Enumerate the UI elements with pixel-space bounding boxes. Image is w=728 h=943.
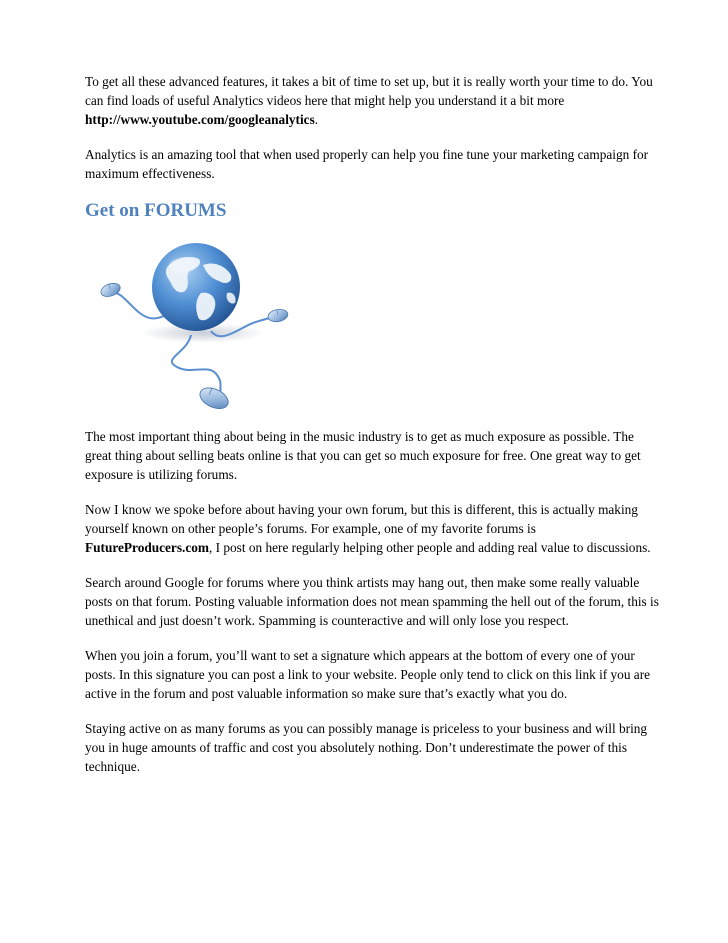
heading-get-on-forums: Get on FORUMS [85, 200, 227, 221]
globe-network-image [91, 235, 305, 415]
paragraph-analytics-setup [85, 72, 660, 129]
paragraph-other-forums [85, 500, 660, 557]
paragraph-analytics-tool: Analytics is an amazing tool that when used properly can help you fine tune your marketing campaign for maximum effectiveness. [85, 147, 649, 181]
paragraph-music-exposure: The most important thing about being in the music industry is to get as much exposure as possible. The great thing about selling beats online is that you can get so much exposure for free. One great way to get exposure is utilizing forums. [85, 429, 641, 482]
paragraph-search-google: Search around Google for forums where you think artists may hang out, then make some really valuable posts on that forum. Posting valuable information does not mean spamming the hell out of the forum, this is unethical and just doesn’t work. Spamming is counteractive and will only lose you respect. [85, 575, 659, 628]
document-page [85, 72, 660, 792]
paragraph-period: . [314, 112, 319, 127]
paragraph-signature: When you join a forum, you’ll want to set a signature which appears at the bottom of every one of your posts. In this signature you can post a link to your website. People only tend to click on this link if you are active in the forum and post valuable information so make sure that’s exactly what you do. [85, 648, 651, 701]
paragraph-text: To get all these advanced features, it takes a bit of time to set up, but it is really worth your time to do. You can find loads of useful Analytics videos here that might help you understand it a bit more [85, 74, 653, 108]
futureproducers-link[interactable]: FutureProducers.com [85, 540, 209, 555]
paragraph-stay-active: Staying active on as many forums as you can possibly manage is priceless to your business and will bring you in huge amounts of traffic and cost you absolutely nothing. Don’t underestimate the power of this technique. [85, 721, 648, 774]
youtube-analytics-link[interactable]: http://www.youtube.com/googleanalytics [85, 112, 315, 127]
paragraph-text: , I post on here regularly helping other people and adding real value to discussions. [208, 540, 651, 555]
paragraph-text: Now I know we spoke before about having your own forum, but this is different, this is actually making yourself known on other people’s forums. For example, one of my favorite forums is [85, 502, 638, 536]
globe-with-computer-mice-icon [91, 235, 305, 415]
